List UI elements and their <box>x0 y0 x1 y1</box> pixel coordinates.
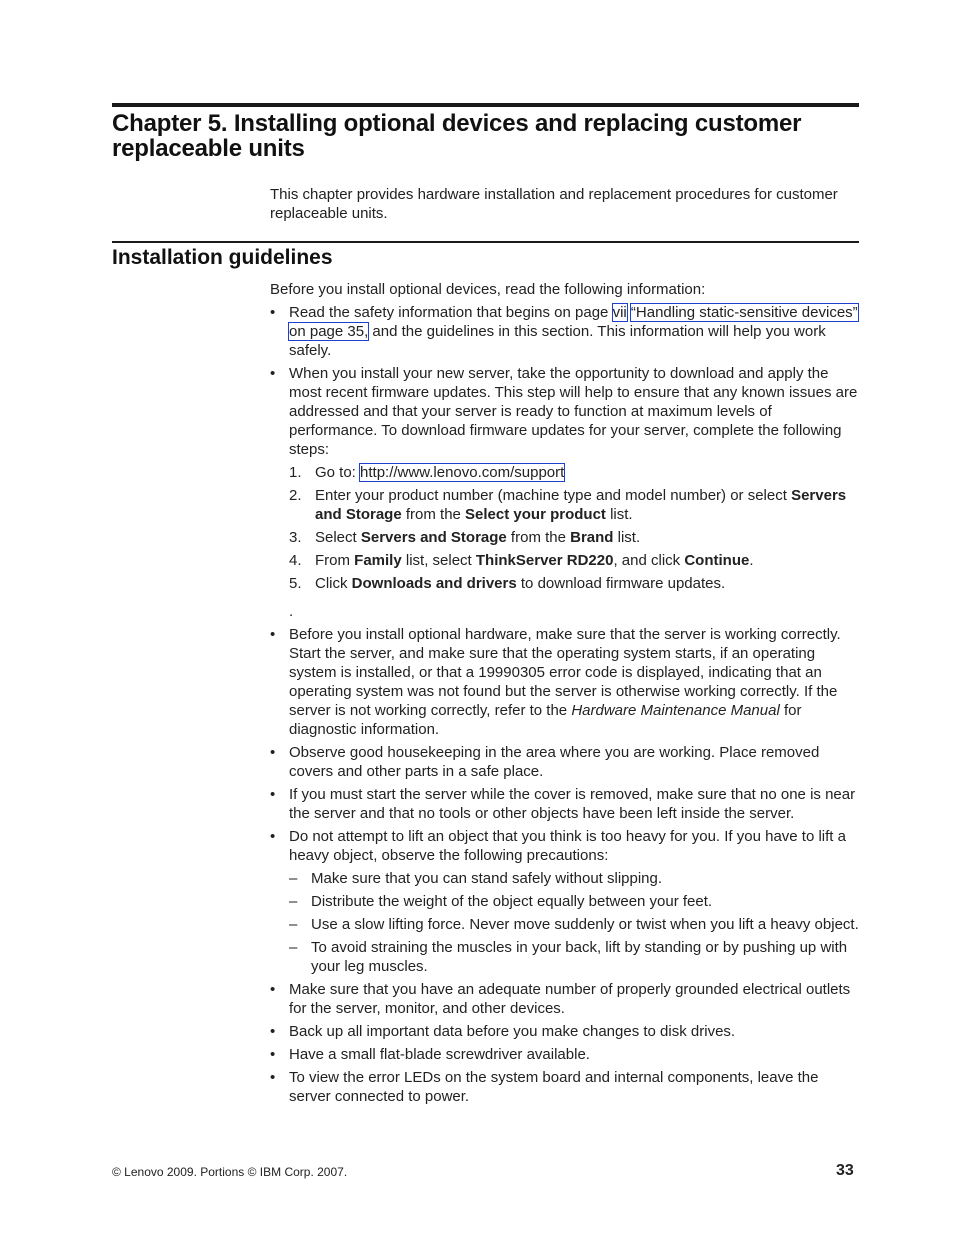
text: list. <box>613 529 641 546</box>
step-number: 2. <box>289 487 302 504</box>
static-sensitive-link[interactable]: “Handling static-sensitive devices” on page 35, <box>289 304 858 340</box>
bold-term: Downloads and drivers <box>351 575 517 592</box>
lifting-precautions <box>289 869 862 976</box>
stray-period: . <box>289 603 294 620</box>
list-item: • To view the error LEDs on the system board and internal components, leave the server connected to power. <box>270 1068 862 1106</box>
step-item <box>289 486 862 524</box>
text: , and click <box>613 552 685 569</box>
section-lead: Before you install optional devices, read the following information: <box>270 281 706 298</box>
text: list. <box>605 506 633 523</box>
chapter-rule <box>112 103 859 107</box>
chapter-intro: This chapter provides hardware installation and replacement procedures for customer replaceable units. <box>270 186 838 222</box>
list-item <box>270 625 862 739</box>
step-number: 4. <box>289 552 302 569</box>
list-item <box>270 827 862 976</box>
text: for diagnostic information. <box>289 702 802 738</box>
text: from the <box>506 529 571 546</box>
text: Go to: <box>315 464 361 481</box>
step-number: 3. <box>289 529 302 546</box>
dash-item: – Use a slow lifting force. Never move suddenly or twist when you lift a heavy object. <box>289 915 862 934</box>
bold-term: ThinkServer RD220 <box>475 552 614 569</box>
text: Before you install optional hardware, make sure that the server is working correctly. Start the server, and make sure that the operating system starts, if an operating system is installed, or that a 19990305 error code is displayed, indicating that an operating system was not found but the server is otherwise working correctly. If the server is not working correctly, refer to the <box>289 626 841 719</box>
chapter-title: Chapter 5. Installing optional devices and replacing customer replaceable units <box>112 110 802 162</box>
bold-term: Family <box>354 552 402 569</box>
list-item: • Make sure that you have an adequate number of properly grounded electrical outlets for the server, monitor, and other devices. <box>270 980 862 1018</box>
step-item <box>289 551 862 570</box>
text: to download firmware updates. <box>516 575 726 592</box>
firmware-steps <box>289 463 862 593</box>
bold-term: Select your product <box>465 506 606 523</box>
support-url-link[interactable]: http://www.lenovo.com/support <box>360 464 565 481</box>
step-item <box>289 463 862 482</box>
dash-item: – Distribute the weight of the object equally between your feet. <box>289 892 862 911</box>
page-vii-link[interactable]: vii <box>612 304 627 321</box>
step-number: 1. <box>289 464 302 481</box>
list-item: • If you must start the server while the cover is removed, make sure that no one is near the server and that no tools or other objects have been left inside the server. <box>270 785 862 823</box>
text: When you install your new server, take the opportunity to download and apply the most recent firmware updates. This step will help to ensure that any known issues are addressed and that your server is ready to function at maximum levels of performance. To download firmware updates for your server, complete the following steps: <box>289 365 858 458</box>
section-title: Installation guidelines <box>112 246 333 269</box>
text: and the guidelines in this section. This information will help you work safely. <box>289 323 826 359</box>
text: list, select <box>401 552 476 569</box>
text: Read the safety information that begins on page <box>289 304 613 321</box>
bold-term: Servers and Storage <box>360 529 507 546</box>
page-number: 33 <box>836 1162 854 1179</box>
section-body <box>270 280 862 1110</box>
text: Do not attempt to lift an object that you think is too heavy for you. If you have to lift a heavy object, observe the following precautions: <box>289 828 846 864</box>
text: Enter your product number (machine type and model number) or select <box>315 487 792 504</box>
text: Click <box>315 575 352 592</box>
list-item: • Observe good housekeeping in the area where you are working. Place removed covers and other parts in a safe place. <box>270 743 862 781</box>
step-item <box>289 528 862 547</box>
list-item: • Have a small flat-blade screwdriver available. <box>270 1045 862 1064</box>
text: From <box>315 552 355 569</box>
bold-term: Servers and Storage <box>315 487 847 523</box>
list-item: • Back up all important data before you make changes to disk drives. <box>270 1022 862 1041</box>
dash-item: – Make sure that you can stand safely without slipping. <box>289 869 862 888</box>
bold-term: Brand <box>570 529 614 546</box>
list-item <box>270 364 862 621</box>
text: from the <box>401 506 466 523</box>
step-number: 5. <box>289 575 302 592</box>
text: . <box>749 552 754 569</box>
section-rule <box>112 241 859 243</box>
step-item <box>289 574 862 593</box>
manual-title: Hardware Maintenance Manual <box>571 702 780 719</box>
list-item <box>270 303 862 360</box>
dash-item: – To avoid straining the muscles in your back, lift by standing or by pushing up with your leg muscles. <box>289 938 862 976</box>
footer-copyright: © Lenovo 2009. Portions © IBM Corp. 2007. <box>112 1165 348 1179</box>
text: Select <box>315 529 361 546</box>
bold-term: Continue <box>684 552 750 569</box>
guidelines-list <box>270 303 862 1106</box>
